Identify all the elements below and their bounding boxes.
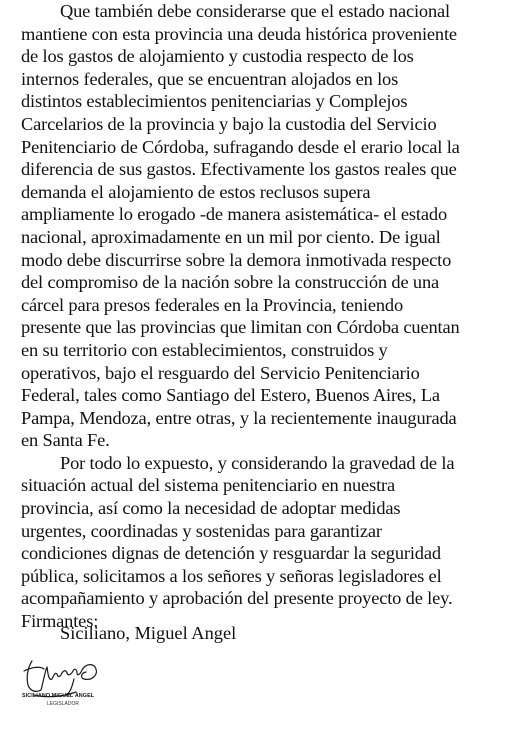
paragraph-1-line-6: Carcelarios de la provincia y bajo la custodia del Servicio: [21, 113, 437, 134]
paragraph-1-line-17: operativos, bajo el resguardo del Servicio Penitenciario: [21, 362, 420, 383]
document-body: [21, 0, 491, 633]
paragraph-1-line-20: en Santa Fe.: [21, 430, 110, 451]
paragraph-1-line-11: nacional, aproximadamente en un mil por ciento. De igual: [21, 226, 441, 247]
paragraph-1-line-4: internos federales, que se encuentran alojados en los: [21, 68, 399, 89]
paragraph-2-line-1: Por todo lo expuesto, y considerando la gravedad de la: [60, 452, 455, 473]
paragraph-1-line-13: del compromiso de la nación sobre la construcción de una: [21, 272, 440, 293]
paragraph-1-line-10: ampliamente lo erogado -de manera asistemática- el estado: [21, 204, 447, 225]
paragraph-1-line-9: demanda el alojamiento de estos reclusos supera: [21, 181, 371, 202]
paragraph-1-line-14: cárcel para presos federales en la Provincia, teniendo: [21, 294, 404, 315]
signature-caption-role: LEGISLADOR: [47, 701, 79, 707]
paragraph-1-line-8: diferencia de sus gastos. Efectivamente los gastos reales que: [21, 159, 457, 180]
paragraph-2-line-7: acompañamiento y aprobación del presente proyecto de ley.: [21, 588, 453, 609]
paragraph-2-line-2: situación actual del sistema penitenciario en nuestra: [21, 475, 396, 496]
signature-caption-name: SICILIANO MIGUEL ÁNGEL: [22, 693, 95, 699]
paragraph-1-line-5: distintos establecimientos penitenciarias y Complejos: [21, 91, 408, 112]
paragraph-1-line-15: presente que las provincias que limitan con Córdoba cuentan: [21, 317, 460, 338]
paragraph-2-line-6: pública, solicitamos a los señores y señoras legisladores el: [21, 565, 442, 586]
paragraph-2-line-3: provincia, así como la necesidad de adoptar medidas: [21, 498, 401, 519]
paragraph-2-line-4: urgentes, coordinadas y sostenidas para garantizar: [21, 520, 382, 541]
paragraph-2-line-5: condiciones dignas de detención y resguardar la seguridad: [21, 543, 441, 564]
paragraph-1-line-7: Penitenciario de Córdoba, sufragando desde el erario local la: [21, 136, 460, 157]
paragraph-1-line-16: en su territorio con establecimientos, construidos y: [21, 339, 388, 360]
paragraph-1-line-18: Federal, tales como Santiago del Estero, Buenos Aires, La: [21, 385, 440, 406]
signatories-label: Firmantes:: [21, 611, 99, 632]
paragraph-1-line-12: modo debe discurrirse sobre la demora inmotivada respecto: [21, 249, 452, 270]
paragraph-1-line-19: Pampa, Mendoza, entre otras, y la recientemente inaugurada: [21, 407, 457, 428]
paragraph-1-line-3: de los gastos de alojamiento y custodia respecto de los: [21, 46, 414, 67]
signer-name: Siciliano, Miguel Angel: [60, 623, 237, 643]
paragraph-1-line-1: Que también debe considerarse que el estado nacional: [60, 1, 450, 21]
paragraph-1-line-2: mantiene con esta provincia una deuda histórica proveniente: [21, 23, 457, 44]
